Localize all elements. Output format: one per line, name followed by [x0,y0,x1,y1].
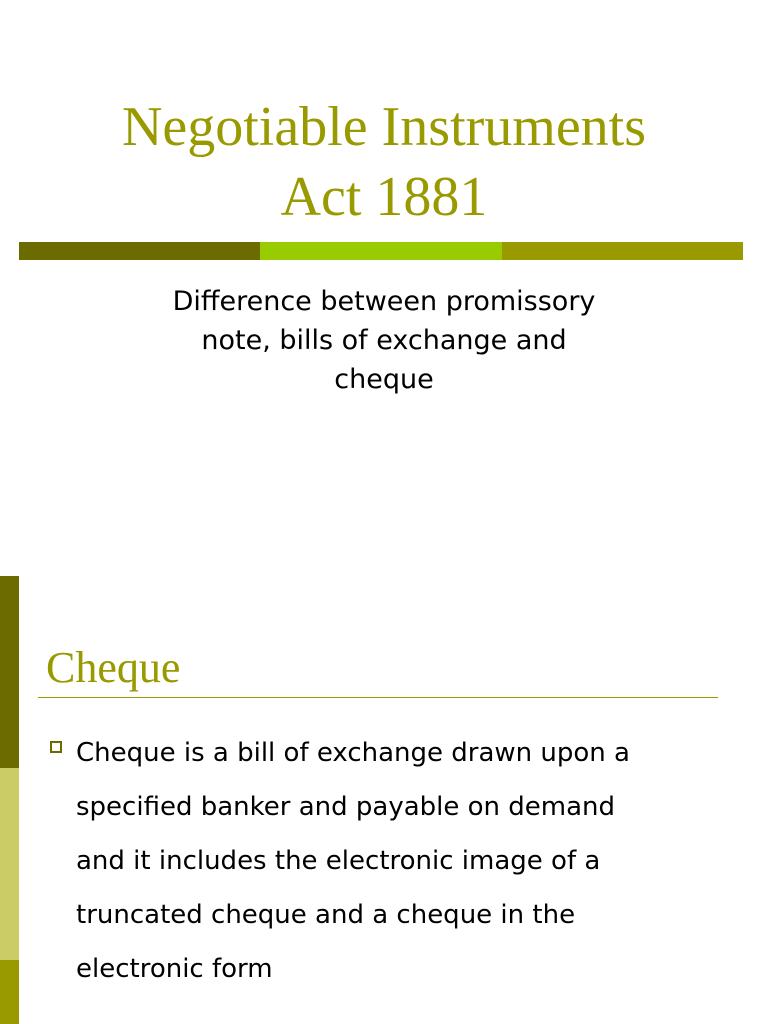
bullet-line-4: truncated cheque and a cheque in the [76,900,576,930]
title-divider-bar [19,242,743,260]
slide-title-line-2: Act 1881 [280,166,488,228]
heading-underline [38,697,718,698]
slide-subtitle-line-3: cheque [334,364,434,395]
slide-title [0,92,768,232]
stripe-segment-dark [0,576,19,768]
divider-segment-lime [260,242,501,260]
slide-heading: Cheque [46,643,181,692]
bullet-text [76,726,744,996]
slide-subtitle-line-2: note, bills of exchange and [201,325,567,356]
hollow-square-bullet-icon [50,741,62,753]
slide-title-line-1: Negotiable Instruments [121,96,647,158]
bullet-line-2: specified banker and payable on demand [76,792,616,822]
divider-segment-olive [502,242,743,260]
bullet-line-1: Cheque is a bill of exchange drawn upon a [76,738,630,768]
divider-segment-dark [19,242,260,260]
slide-subtitle-line-1: Difference between promissory [172,286,596,317]
bullet-line-5: electronic form [76,954,273,984]
stripe-segment-light [0,768,19,960]
stripe-segment-olive [0,960,19,1024]
content-slide [0,576,768,1024]
side-accent-stripe [0,576,19,1024]
slide-subtitle [0,282,768,399]
bullet-line-3: and it includes the electronic image of a [76,846,601,876]
